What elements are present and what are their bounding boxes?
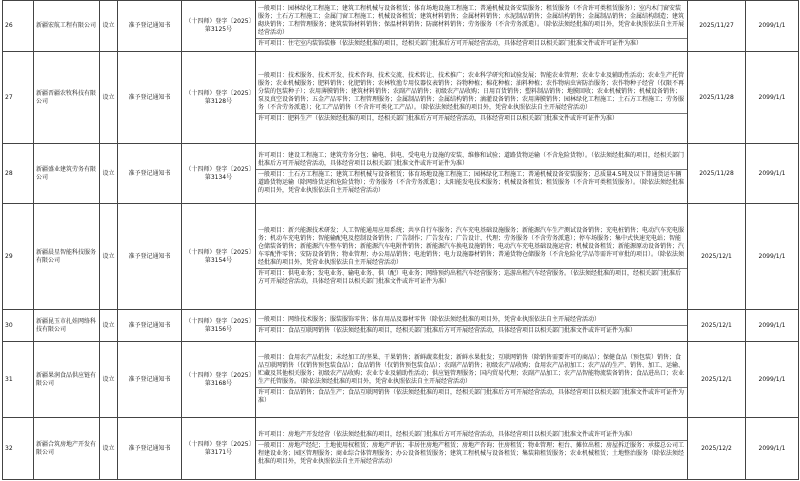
row-number: 28	[3, 144, 34, 204]
scope-divider	[256, 387, 687, 388]
scope-license: 许可项目：食品互联网销售（依法须经批准的项目，经相关部门批准后方可开展经营活动，具体经营项目以相关部门批准文件或许可证件为准）	[258, 327, 637, 334]
scope-general: 一般项目：网络技术服务；服装服饰零售；体育用品及器材零售（除依法须经批准的项目外，凭营业执照依法自主开展经营活动）	[258, 316, 601, 323]
scope-license: 许可项目：住宅室内装饰装修（依法须经批准的项目，经相关部门批准后方可开展经营活动，具体经营项目以相关部门批准文件或许可证件为准）	[258, 39, 643, 47]
business-scope	[256, 204, 688, 310]
company-name: 新疆盛业建筑劳务有限公司	[34, 144, 100, 204]
table-row	[3, 52, 799, 144]
scope-divider	[256, 169, 687, 170]
business-scope	[256, 144, 688, 204]
company-name: 新疆果润食品供应链有限公司	[34, 342, 100, 418]
scope-general: 一般项目：食用农产品批发；未经加工的坚果、干果销售；新鲜蔬菜批发；新鲜水果批发；互联网销售（除销售需要许可的商品）；保健食品（预包装）销售；食品互联网销售（仅销售预包装食品）；食品销售（仅销售预包装食品）；农副产品销售；初级农产品收购；食用农产品初加工；农产品的生产、销售、加工、运输、贮藏及其他相关服务；初级农产品收购；农业专业及辅助性活动；供应链管理服务；国内贸易代理；农副产品加工；农产品智能物流装备销售；食品进出口；农业生产托管服务。（除依法须经批准的项目外，凭营业执照依法自主开展经营活动）	[258, 354, 685, 385]
company-name: 新疆晋疆农牧科技有限公司	[34, 52, 100, 144]
business-scope	[256, 310, 688, 342]
expiry-date: 2099/1/1	[746, 418, 799, 480]
row-number: 32	[3, 418, 34, 480]
document-number: （十四师）登字〔2025〕第3168号	[182, 342, 256, 418]
scope-license: 一般项目：房地产经纪；土地使用权租赁；房地产评估；非居住房地产租赁；房地产咨询；住房租赁；物业管理；柜台、摊位出租；房屋拆迁服务；承接总公司工程建设业务；园区管理服务；商业综合体管理服务；办公设备租赁服务；建筑工程机械与设备租赁；集装箱租赁服务；农业机械租赁；土地整治服务（除依法须经批准的项目外，凭营业执照依法自主开展经营活动）	[258, 442, 685, 465]
company-name: 新疆宏航工程有限公司	[34, 1, 100, 52]
scope-divider	[256, 325, 687, 326]
scope-general: 许可项目：房地产开发经营（依法须经批准的项目，经相关部门批准后方可开展经营活动，具体经营项目以相关部门批准文件或许可证件为准）	[258, 431, 637, 438]
table-row	[3, 1, 799, 52]
notice-type: 准予登记通知书	[118, 310, 182, 342]
scope-general: 许可项目：建设工程施工；建筑劳务分包；输电、供电、受电电力设施的安装、维修和试验；道路货物运输（不含危险货物）。（依法须经批准的项目，经相关部门批准后方可开展经营活动，具体经营项目以相关部门批准文件或许可证件为准）	[258, 152, 685, 167]
scope-general: 一般项目：园林绿化工程施工；建筑工程机械与设备租赁；体育场地设施工程施工；普通机械设备安装服务；租赁服务（不含许可类租赁服务）；室内木门窗安装服务；土石方工程施工；金属门窗工程施工；机械设备租赁；建筑材料销售；金属材料销售；水泥制品销售；金属结构销售；金属制品销售；金属结构制造；建筑砌块销售；工程管理服务；建筑装饰材料销售；保温材料销售；防腐材料销售；劳务服务（不含劳务派遣）。（除依法须经批准的项目外，凭营业执照依法自主开展经营活动）	[258, 4, 685, 36]
registration-date: 2025/11/28	[688, 144, 746, 204]
company-name: 新疆晨星智能科技服务有限公司	[34, 204, 100, 310]
business-scope	[256, 52, 688, 144]
scope-license: 许可项目：食品销售；食品生产；食品互联网销售（依法须经批准的项目，经相关部门批准后方可开展经营活动，具体经营项目以相关部门批准文件或许可证件为准）	[258, 389, 685, 404]
business-scope	[256, 418, 688, 480]
document-number: （十四师）登字〔2025〕第3125号	[182, 1, 256, 52]
expiry-date: 2099/1/1	[746, 204, 799, 310]
registration-date: 2025/11/27	[688, 1, 746, 52]
registration-date: 2025/12/2	[688, 418, 746, 480]
document-number: （十四师）登字〔2025〕第3171号	[182, 418, 256, 480]
row-number: 31	[3, 342, 34, 418]
scope-license: 一般项目：土石方工程施工；建筑工程机械与设备租赁；体育场地设施工程施工；园林绿化工程施工；普通机械设备安装服务；总质量4.5吨及以下普通货运车辆道路货物运输（除网络货运和危险货物）；劳务服务（不含劳务派遣）；太阳能发电技术服务；机械设备租赁；租赁服务（不含许可类租赁服务）。（除依法须经批准的项目外，凭营业执照依法自主开展经营活动）	[258, 171, 685, 194]
notice-type: 准予登记通知书	[118, 144, 182, 204]
row-number: 30	[3, 310, 34, 342]
registration-type: 设立	[100, 310, 118, 342]
row-number: 26	[3, 1, 34, 52]
notice-type: 准予登记通知书	[118, 342, 182, 418]
business-scope	[256, 342, 688, 418]
expiry-date: 2099/1/1	[746, 52, 799, 144]
registration-type: 设立	[100, 342, 118, 418]
scope-divider	[256, 38, 687, 39]
document-number: （十四师）登字〔2025〕第3134号	[182, 144, 256, 204]
scope-divider	[256, 268, 687, 269]
scope-general: 一般项目：技术服务、技术开发、技术咨询、技术交流、技术转让、技术推广；农业科学研究和试验发展；智能农业管理；农业专业及辅助性活动；农业生产托管服务；农业机械服务；肥料销售；化肥销售；农林牧渔专用仪器仪表销售；谷物种植；棉花种植；油料种植；农作物病虫害防治服务；农作物种子经营（仅限不再分装的包装种子）；农用薄膜销售；建筑材料销售；农副产品销售；初级农产品收购；日用百货销售；塑料制品销售；地膜回收；农业机械销售；机械设备销售；泵及真空设备销售；五金产品零售；工程管理服务；金属制品销售；金属结构销售；滴灌设备销售；农用薄膜销售；园林绿化工程施工；土石方工程施工；劳务服务（不含劳务派遣）；化工产品销售（不含许可类化工产品）。（除依法须经批准的项目外，凭营业执照依法自主开展经营活动）	[258, 72, 685, 111]
scope-license: 许可项目：肥料生产（依法须经批准的项目，经相关部门批准后方可开展经营活动，具体经营项目以相关部门批准文件或许可证件为准）	[258, 115, 619, 122]
table-row	[3, 418, 799, 480]
notice-type: 准予登记通知书	[118, 52, 182, 144]
table-row	[3, 310, 799, 342]
scope-divider	[256, 440, 687, 441]
business-scope	[256, 1, 688, 52]
table-row	[3, 204, 799, 310]
document-number: （十四师）登字〔2025〕第3128号	[182, 52, 256, 144]
expiry-date: 2099/1/1	[746, 310, 799, 342]
row-number: 29	[3, 204, 34, 310]
document-number: （十四师）登字〔2025〕第3154号	[182, 204, 256, 310]
notice-type: 准予登记通知书	[118, 204, 182, 310]
registration-type: 设立	[100, 418, 118, 480]
registration-date: 2025/12/1	[688, 342, 746, 418]
table-row	[3, 144, 799, 204]
expiry-date: 2099/1/1	[746, 342, 799, 418]
notice-type: 准予登记通知书	[118, 1, 182, 52]
scope-license: 许可项目：供电业务；发电业务、输电业务、供（配）电业务；网络预约出租汽车经营服务；巡游出租汽车经营服务。（依法须经批准的项目，经相关部门批准后方可开展经营活动，具体经营项目以相关部门批准文件或许可证件为准）	[258, 270, 682, 285]
row-number: 27	[3, 52, 34, 144]
table-row	[3, 342, 799, 418]
registration-date: 2025/11/28	[688, 52, 746, 144]
registration-type: 设立	[100, 204, 118, 310]
company-name: 新疆昆玉市扎娃网络科技有限公司	[34, 310, 100, 342]
registration-type: 设立	[100, 1, 118, 52]
notice-type: 准予登记通知书	[118, 418, 182, 480]
scope-divider	[256, 113, 687, 114]
company-name: 新疆合筑房地产开发有限公司	[34, 418, 100, 480]
document-number: （十四师）登字〔2025〕第3156号	[182, 310, 256, 342]
registration-date: 2025/12/1	[688, 204, 746, 310]
expiry-date: 2099/1/1	[746, 144, 799, 204]
registration-type: 设立	[100, 52, 118, 144]
registration-table	[2, 0, 799, 480]
registration-type: 设立	[100, 144, 118, 204]
registration-date: 2025/12/1	[688, 310, 746, 342]
expiry-date: 2099/1/1	[746, 1, 799, 52]
scope-general: 一般项目：新兴能源技术研发；人工智能通用应用系统；共享自行车服务；汽车充电基础设施服务；新能源汽车生产测试设备销售；充电桩销售；电动汽车充电服务；机动车充电销售；智能输配电及控制设备销售；广告制作；广告发布；广告设计、代理；劳务服务（不含劳务派遣）；停车场服务；集中式快速充电站；智能仓储装备销售；新能源汽车整车销售；新能源汽车电附件销售；新能源汽车换电设施销售；电动汽车充电基础设施运营；机械设备租赁；新能源原动设备销售；汽车零配件零售；安防设备销售；物业管理；办公用品销售；电池销售；电力设施器材销售；普通货物仓储服务（不含危险化学品等需许可审批的项目）。（除依法须经批准的项目外，凭营业执照依法自主开展经营活动）	[258, 227, 685, 266]
